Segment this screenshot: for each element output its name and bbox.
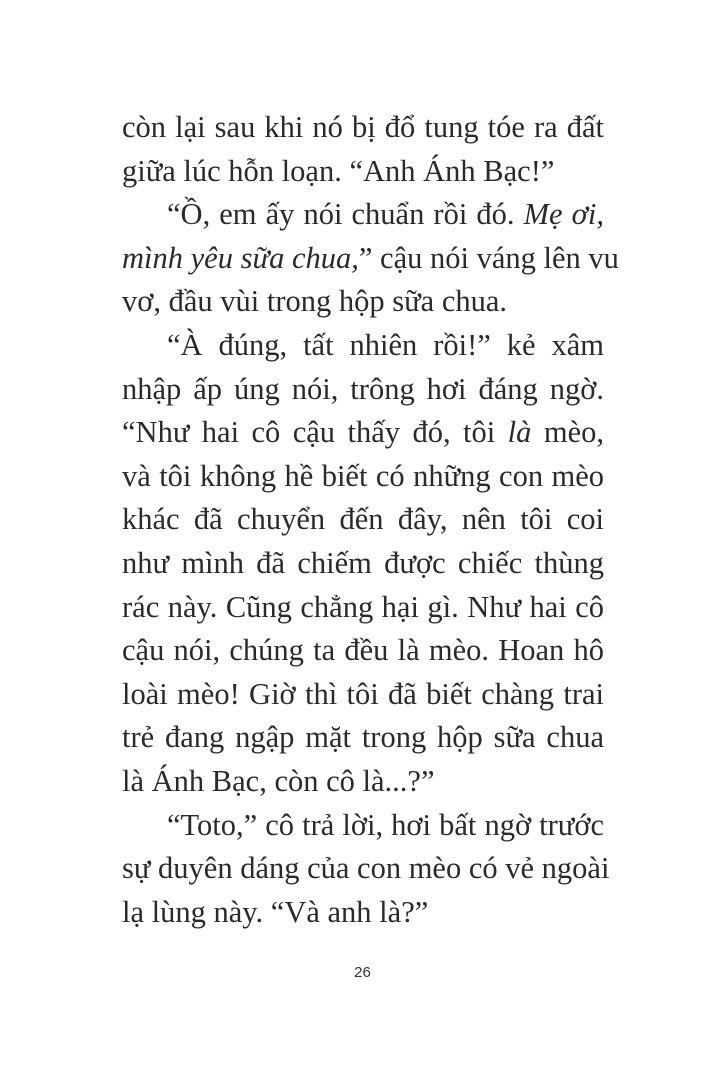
text-line [122,280,604,324]
text-line [122,455,604,499]
text-segment: trẻ đang ngập mặt trong hộp sữa chua [122,720,604,755]
text-segment: và tôi không hề biết có những con mèo [122,458,604,493]
text-segment: ” cậu nói váng lên vu [358,240,619,275]
text-line [122,760,604,804]
text-line [122,193,604,237]
text-line [122,324,604,368]
text-line [122,368,604,412]
text-segment: cậu nói, chúng ta đều là mèo. Hoan hô [122,633,604,668]
text-segment: “Như hai cô cậu thấy đó, tôi [122,415,508,450]
text-line [122,804,604,848]
italic-text: mình yêu sữa chua, [122,240,359,275]
text-segment: mèo, [531,415,604,450]
text-line [122,150,604,194]
body-text [122,106,619,934]
page-number: 26 [354,964,371,981]
text-line [122,629,604,673]
text-segment: giữa lúc hỗn loạn. “Anh Ánh Bạc!” [122,153,555,188]
text-segment: là Ánh Bạc, còn cô là...?” [122,763,435,798]
text-line [122,498,604,542]
text-segment: “Toto,” cô trả lời, hơi bất ngờ trước [167,807,604,842]
text-segment: nhập ấp úng nói, trông hơi đáng ngờ. [122,371,604,406]
text-segment: “Ồ, em ấy nói chuẩn rồi đó. [167,197,524,232]
text-segment: loài mèo! Giờ thì tôi đã biết chàng trai [122,676,604,711]
text-segment: rác này. Cũng chẳng hại gì. Như hai cô [122,589,604,624]
text-line [122,411,604,455]
text-segment: như mình đã chiếm được chiếc thùng [122,545,604,580]
text-line [122,847,610,891]
text-line [122,891,604,935]
text-line [122,673,604,717]
text-segment: khác đã chuyển đến đây, nên tôi coi [122,502,604,537]
text-line [122,716,604,760]
text-line [122,237,619,281]
italic-text: Mẹ ơi, [523,197,604,232]
text-segment: lạ lùng này. “Và anh là?” [122,894,429,929]
text-line [122,542,604,586]
text-line [122,106,604,150]
text-segment: “À đúng, tất nhiên rồi!” kẻ xâm [167,327,604,362]
text-segment: sự duyên dáng của con mèo có vẻ ngoài [122,851,610,886]
italic-text: là [507,415,532,450]
text-segment: vơ, đầu vùi trong hộp sữa chua. [122,284,508,319]
text-line [122,586,604,630]
text-segment: còn lại sau khi nó bị đổ tung tóe ra đất [122,110,604,144]
